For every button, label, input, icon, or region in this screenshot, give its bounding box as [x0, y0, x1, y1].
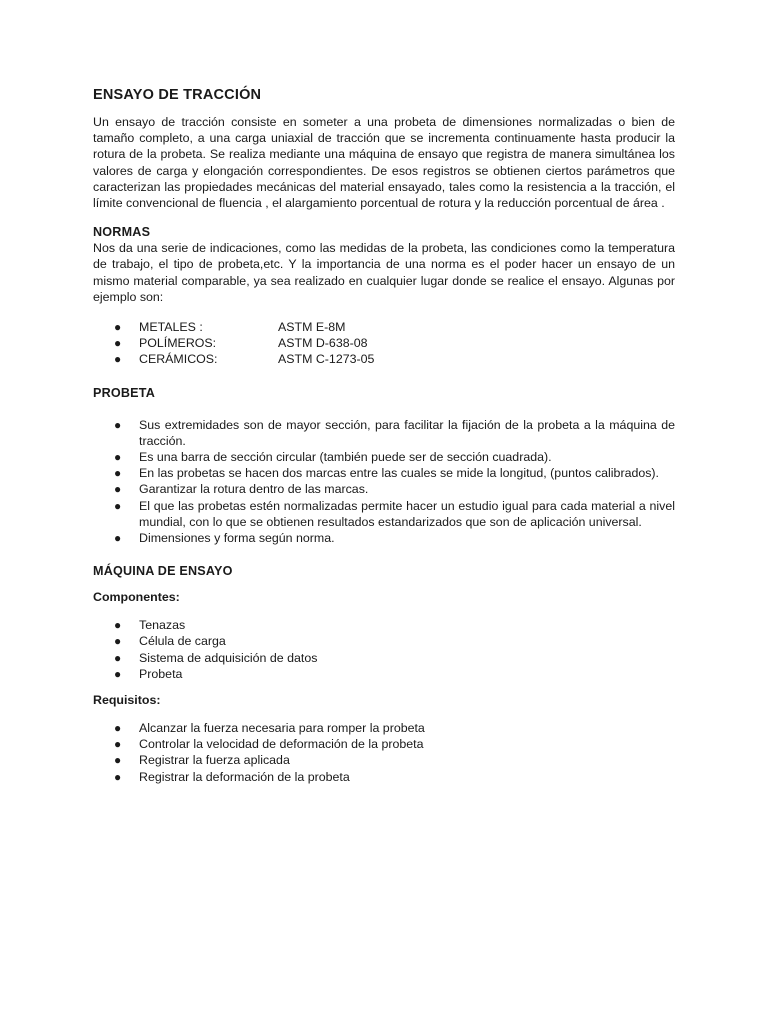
- bullet-icon: ●: [114, 737, 122, 752]
- list-item-text: Dimensiones y forma según norma.: [139, 531, 335, 546]
- intro-paragraph: Un ensayo de tracción consiste en someter a una probeta de dimensiones normalizadas o bien de tamaño completo, a una carga uniaxial de tracción que se incrementa continuamente hasta producir la rotura de la probeta. Se realiza mediante una máquina de ensayo que registra de manera simultánea los valores de carga y elongación correspondientes. De esos registros se obtienen ciertos parámetros que caracterizan las propiedades mecánicas del material ensayado, tales como la resistencia a la tracción, el límite convencional de fluencia , el alargamiento porcentual de rotura y la reducción porcentual de área .: [93, 115, 675, 211]
- list-item: [93, 752, 675, 768]
- probeta-list: [93, 417, 675, 547]
- list-item-text: Garantizar la rotura dentro de las marcas.: [139, 482, 369, 497]
- list-item: [93, 417, 675, 449]
- normas-heading: NORMAS: [93, 225, 151, 240]
- list-item-text: En las probetas se hacen dos marcas entre las cuales se mide la longitud, (puntos calibrados).: [139, 466, 660, 481]
- bullet-icon: ●: [114, 618, 122, 633]
- bullet-icon: ●: [114, 336, 122, 351]
- bullet-icon: ●: [114, 721, 122, 736]
- list-item: [93, 319, 675, 335]
- document-page: [93, 86, 675, 785]
- normas-list: [93, 319, 675, 368]
- componentes-heading: Componentes:: [93, 590, 180, 605]
- requisitos-list: [93, 720, 675, 785]
- document-title: ENSAYO DE TRACCIÓN: [93, 87, 262, 103]
- normas-paragraph: Nos da una serie de indicaciones, como las medidas de la probeta, las condiciones como la temperatura de trabajo, el tipo de probeta,etc. Y la importancia de una norma es el poder hacer un ensayo de un mismo material comparable, ya sea realizado en cualquier lugar donde se realice el ensayo. Algunas por ejemplo son:: [93, 241, 675, 304]
- list-item: [93, 351, 675, 367]
- list-item: [93, 633, 675, 649]
- list-item: [93, 449, 675, 465]
- bullet-icon: ●: [114, 320, 122, 335]
- norma-label: POLÍMEROS:: [139, 336, 217, 351]
- list-item: [93, 736, 675, 752]
- list-item-text: Probeta: [139, 666, 183, 681]
- list-item-text: Tenazas: [139, 618, 186, 633]
- norma-label: METALES :: [139, 320, 203, 335]
- list-item: [93, 617, 675, 633]
- list-item-text: El que las probetas estén normalizadas permite hacer un estudio igual para cada material a nivel mundial, con lo que se obtienen resultados estandarizados que son de aplicación universal.: [139, 498, 675, 529]
- list-item-text: Célula de carga: [139, 634, 226, 649]
- bullet-icon: ●: [114, 634, 122, 649]
- norma-value: ASTM C-1273-05: [278, 352, 375, 367]
- bullet-icon: ●: [114, 498, 122, 513]
- list-item-text: Sus extremidades son de mayor sección, para facilitar la fijación de la probeta a la máquina de tracción.: [139, 417, 675, 448]
- norma-label: CERÁMICOS:: [139, 352, 218, 367]
- list-item: [93, 530, 675, 546]
- bullet-icon: ●: [114, 450, 122, 465]
- list-item: [93, 666, 675, 682]
- list-item: [93, 335, 675, 351]
- list-item: [93, 481, 675, 497]
- norma-value: ASTM D-638-08: [278, 336, 368, 351]
- probeta-heading: PROBETA: [93, 385, 156, 400]
- list-item: [93, 465, 675, 481]
- list-item: [93, 769, 675, 785]
- list-item: [93, 720, 675, 736]
- list-item-text: Registrar la deformación de la probeta: [139, 769, 350, 784]
- list-item-text: Registrar la fuerza aplicada: [139, 753, 290, 768]
- bullet-icon: ●: [114, 482, 122, 497]
- norma-value: ASTM E-8M: [278, 320, 346, 335]
- bullet-icon: ●: [114, 531, 122, 546]
- list-item: [93, 498, 675, 530]
- bullet-icon: ●: [114, 650, 122, 665]
- maquina-heading: MÁQUINA DE ENSAYO: [93, 564, 233, 579]
- bullet-icon: ●: [114, 417, 122, 432]
- bullet-icon: ●: [114, 769, 122, 784]
- list-item-text: Sistema de adquisición de datos: [139, 650, 318, 665]
- list-item-text: Controlar la velocidad de deformación de la probeta: [139, 737, 424, 752]
- list-item-text: Alcanzar la fuerza necesaria para romper la probeta: [139, 721, 425, 736]
- bullet-icon: ●: [114, 352, 122, 367]
- list-item: [93, 650, 675, 666]
- bullet-icon: ●: [114, 753, 122, 768]
- list-item-text: Es una barra de sección circular (también puede ser de sección cuadrada).: [139, 450, 552, 465]
- componentes-list: [93, 617, 675, 682]
- requisitos-heading: Requisitos:: [93, 693, 161, 708]
- bullet-icon: ●: [114, 466, 122, 481]
- bullet-icon: ●: [114, 666, 122, 681]
